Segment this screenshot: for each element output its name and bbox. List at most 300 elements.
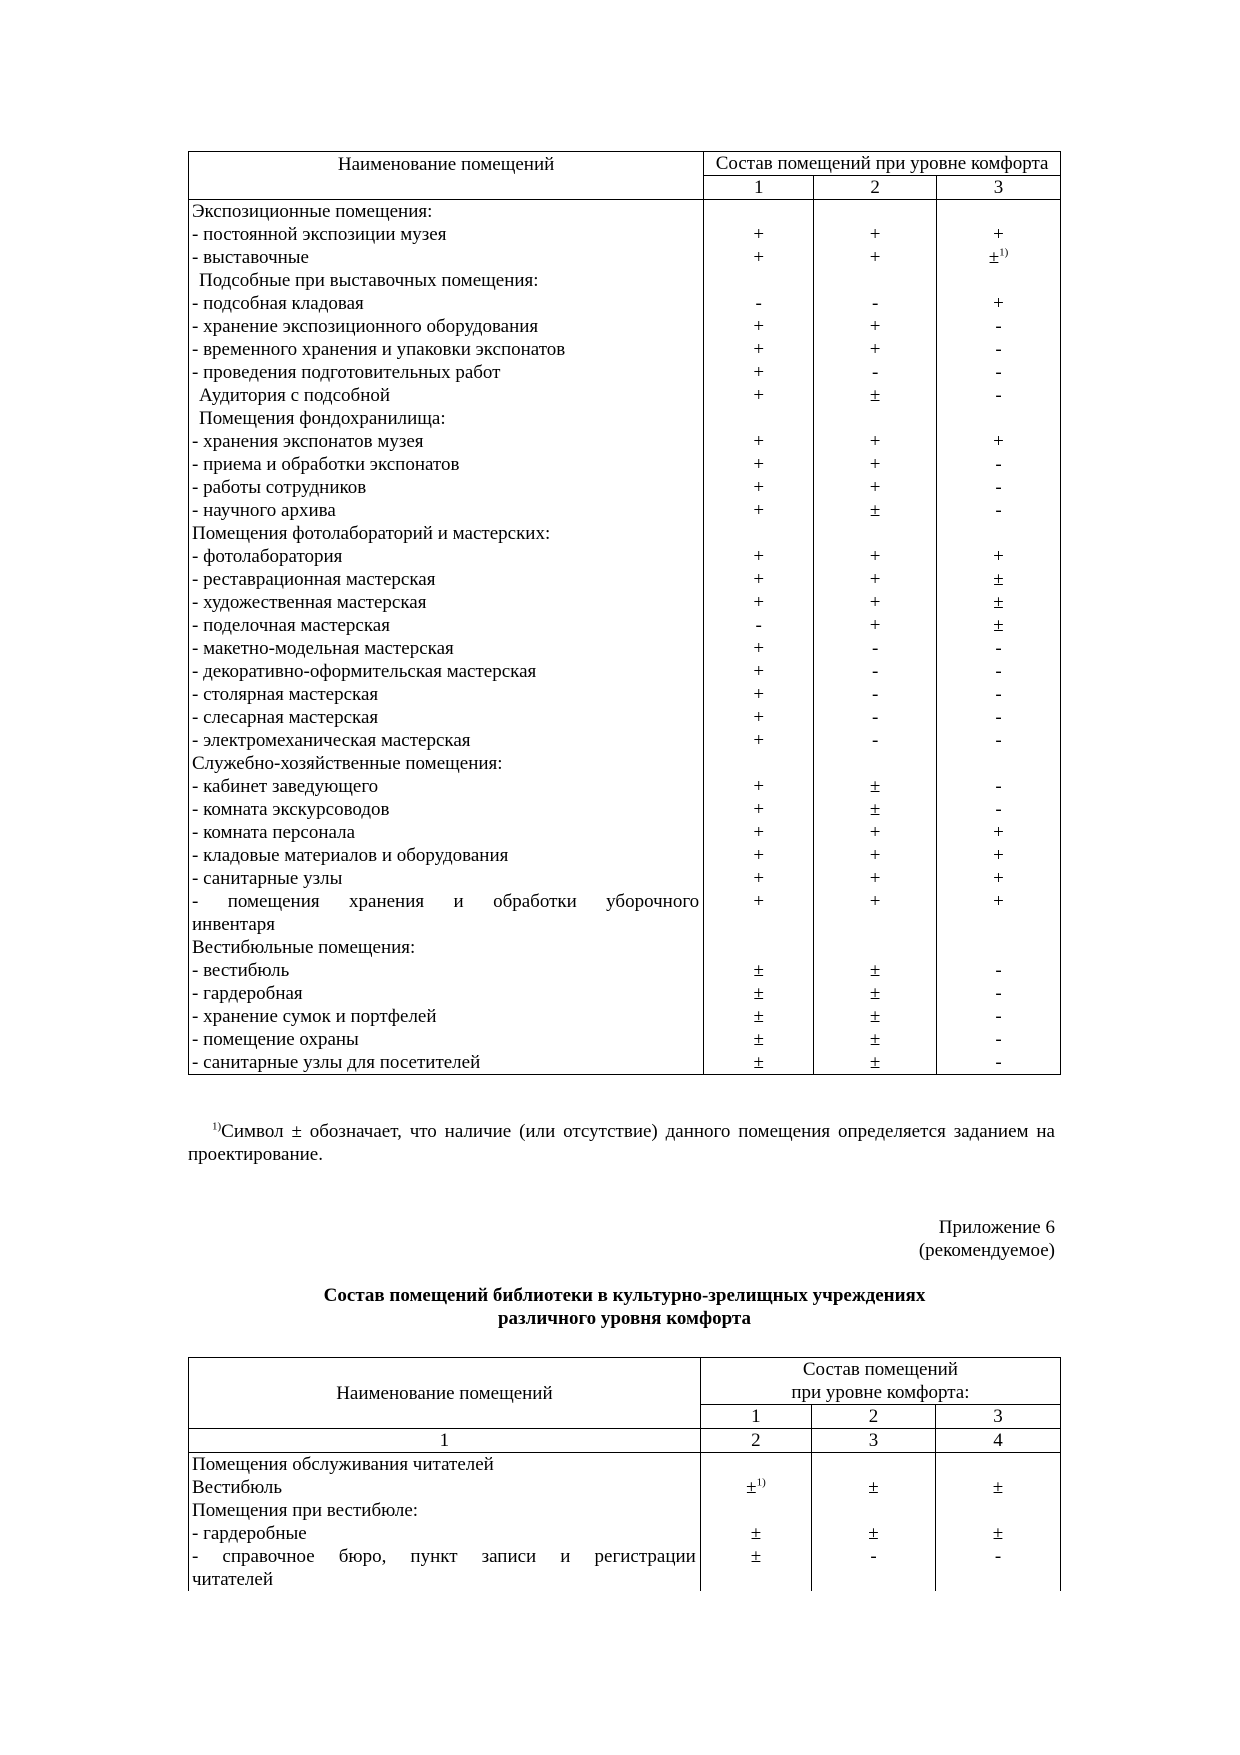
mark-symbol: + xyxy=(869,339,881,360)
mark-symbol: - xyxy=(995,385,1002,406)
mark-symbol: + xyxy=(869,615,881,636)
room-name: - помещение охраны xyxy=(192,1029,359,1050)
level-2-mark xyxy=(812,1476,936,1499)
room-name: - столярная мастерская xyxy=(192,684,379,705)
level-1-mark xyxy=(704,591,814,614)
mark-symbol: - xyxy=(755,615,762,636)
room-name-cell xyxy=(189,1545,701,1591)
header2-comfort-group xyxy=(700,1358,1060,1405)
room-name-cell xyxy=(189,1028,704,1051)
table-row xyxy=(189,361,1061,384)
mark-symbol: - xyxy=(871,362,879,383)
mark-symbol: + xyxy=(993,546,1004,567)
level-1-mark xyxy=(704,890,814,936)
level-3-mark xyxy=(937,729,1061,752)
level-3-mark xyxy=(937,361,1061,384)
level-2-mark xyxy=(814,591,937,614)
level-2-mark xyxy=(814,867,937,890)
room-name-cell xyxy=(189,1005,704,1028)
level-1-mark xyxy=(704,315,814,338)
mark-symbol: - xyxy=(871,707,879,728)
mark-symbol: - xyxy=(995,1052,1002,1073)
room-name-cell xyxy=(189,430,704,453)
mark-symbol: + xyxy=(753,730,765,751)
room-name: - хранение сумок и портфелей xyxy=(192,1006,437,1027)
level-2-mark xyxy=(814,683,937,706)
level-2-mark xyxy=(814,223,937,246)
level-1-mark xyxy=(704,246,814,269)
mark-symbol: ± xyxy=(753,1006,764,1027)
room-name: - справочное бюро, пункт записи и регистрации xyxy=(192,1546,696,1567)
level-2-mark xyxy=(814,706,937,729)
mark-symbol: - xyxy=(995,339,1002,360)
room-name-cell xyxy=(189,752,704,775)
room-name: - художественная мастерская xyxy=(192,592,427,613)
table-row xyxy=(189,292,1061,315)
room-name-cell xyxy=(189,522,704,545)
table-row xyxy=(189,269,1061,292)
section-title-line-2: различного уровня комфорта xyxy=(497,1308,751,1329)
level-2-mark xyxy=(814,729,937,752)
header2-col-number-4: 4 xyxy=(936,1429,1061,1453)
table2-body xyxy=(189,1453,1061,1592)
table1-body xyxy=(189,200,1061,1075)
mark-symbol: + xyxy=(753,339,765,360)
table-row xyxy=(189,959,1061,982)
level-1-mark xyxy=(704,844,814,867)
table-row xyxy=(189,890,1061,936)
rooms-table-library xyxy=(188,1357,1061,1591)
appendix-label xyxy=(919,1216,1055,1262)
room-name-cell xyxy=(189,775,704,798)
table-row xyxy=(189,637,1061,660)
level-3-mark xyxy=(937,798,1061,821)
level-1-mark xyxy=(700,1453,811,1477)
room-name: - кладовые материалов и оборудования xyxy=(192,845,509,866)
level-3-mark xyxy=(937,683,1061,706)
level-3-mark xyxy=(937,200,1061,224)
level-2-mark xyxy=(814,1028,937,1051)
room-name-cell xyxy=(189,614,704,637)
mark-symbol: - xyxy=(995,500,1002,521)
mark-symbol: + xyxy=(753,707,765,728)
level-1-mark xyxy=(704,614,814,637)
room-name-cell xyxy=(189,959,704,982)
level-1-mark xyxy=(704,545,814,568)
room-name: - фотолаборатория xyxy=(192,546,343,567)
mark-symbol: ± xyxy=(753,983,764,1004)
mark-symbol: - xyxy=(995,799,1002,820)
level-3-mark xyxy=(937,867,1061,890)
level-3-mark xyxy=(937,223,1061,246)
table-row xyxy=(189,568,1061,591)
level-1-mark xyxy=(704,430,814,453)
mark-symbol: ± xyxy=(869,500,881,521)
table-row xyxy=(189,798,1061,821)
room-name: - кабинет заведующего xyxy=(192,776,379,797)
room-name-cell xyxy=(189,1476,701,1499)
room-name: - работы сотрудников xyxy=(192,477,367,498)
room-name-cell xyxy=(189,867,704,890)
level-2-mark xyxy=(814,844,937,867)
room-name: - приема и обработки экспонатов xyxy=(192,454,460,475)
mark-symbol: ± xyxy=(869,776,881,797)
table-row xyxy=(189,1522,1061,1545)
room-name-cell xyxy=(189,361,704,384)
header2-level-3: 3 xyxy=(936,1405,1061,1429)
room-name: - проведения подготовительных работ xyxy=(192,362,501,383)
header2-col-number-2: 2 xyxy=(700,1429,811,1453)
level-1-mark xyxy=(704,798,814,821)
level-2-mark xyxy=(814,798,937,821)
level-3-mark xyxy=(936,1499,1061,1522)
level-2-mark xyxy=(814,522,937,545)
mark-symbol: - xyxy=(995,477,1002,498)
room-name: - постоянной экспозиции музея xyxy=(192,224,447,245)
room-name: Вестибюль xyxy=(192,1477,283,1498)
table-row xyxy=(189,522,1061,545)
header-level-1: 1 xyxy=(704,176,814,200)
table-row xyxy=(189,384,1061,407)
room-name-cell xyxy=(189,798,704,821)
level-2-mark xyxy=(814,568,937,591)
table-row xyxy=(189,1476,1061,1499)
level-3-mark xyxy=(937,752,1061,775)
level-3-mark xyxy=(936,1453,1061,1477)
table-row xyxy=(189,1499,1061,1522)
mark-symbol: - xyxy=(995,316,1002,337)
table-row xyxy=(189,223,1061,246)
level-1-mark xyxy=(704,338,814,361)
level-1-mark xyxy=(704,867,814,890)
mark-symbol: + xyxy=(753,845,765,866)
level-1-mark xyxy=(704,729,814,752)
level-2-mark xyxy=(812,1522,936,1545)
mark-symbol: - xyxy=(871,730,879,751)
footnote-text: Символ ± обозначает, что наличие (или отсутствие) данного помещения определяется заданием на проектирование. xyxy=(188,1121,1055,1165)
level-1-mark xyxy=(704,223,814,246)
mark-symbol: ± xyxy=(869,983,881,1004)
level-1-mark xyxy=(704,706,814,729)
room-name-cell xyxy=(189,982,704,1005)
level-3-mark xyxy=(937,844,1061,867)
level-1-mark xyxy=(704,499,814,522)
room-name-cell xyxy=(189,338,704,361)
mark-symbol: - xyxy=(995,362,1002,383)
mark-symbol: - xyxy=(995,730,1002,751)
level-1-mark xyxy=(704,1051,814,1075)
mark-symbol: + xyxy=(993,224,1004,245)
table-row xyxy=(189,1028,1061,1051)
mark-symbol: ± xyxy=(750,1546,762,1567)
level-2-mark xyxy=(814,499,937,522)
level-1-mark xyxy=(704,476,814,499)
level-2-mark xyxy=(814,453,937,476)
room-name: - декоративно-оформительская мастерская xyxy=(192,661,537,682)
mark-symbol: + xyxy=(753,362,765,383)
mark-symbol: ± xyxy=(869,1006,881,1027)
room-name-cell xyxy=(189,1453,701,1477)
room-name-cell xyxy=(189,476,704,499)
mark-symbol: ± xyxy=(993,569,1004,590)
appendix-number: Приложение 6 xyxy=(938,1217,1055,1238)
appendix-type: (рекомендуемое) xyxy=(918,1240,1055,1261)
mark-symbol: ± xyxy=(869,1029,881,1050)
room-name: Помещения фотолабораторий и мастерских: xyxy=(192,523,551,544)
level-1-mark xyxy=(704,407,814,430)
mark-symbol: + xyxy=(993,431,1004,452)
header-level-3: 3 xyxy=(937,176,1061,200)
mark-symbol: ± xyxy=(993,592,1004,613)
mark-symbol: - xyxy=(871,684,879,705)
mark-symbol: + xyxy=(753,224,765,245)
table-row xyxy=(189,338,1061,361)
mark-symbol: ± xyxy=(869,960,881,981)
room-name-cell xyxy=(189,683,704,706)
header2-level-1: 1 xyxy=(700,1405,811,1429)
level-1-mark xyxy=(704,384,814,407)
level-1-mark xyxy=(704,200,814,224)
mark-symbol: + xyxy=(869,845,881,866)
mark-symbol: + xyxy=(869,224,881,245)
room-name: - помещения хранения и обработки уборочного xyxy=(192,891,700,912)
mark-symbol: + xyxy=(753,569,765,590)
level-2-mark xyxy=(812,1545,936,1591)
level-2-mark xyxy=(814,407,937,430)
level-1-mark xyxy=(704,1005,814,1028)
room-name: - вестибюль xyxy=(192,960,290,981)
mark-symbol: + xyxy=(753,385,765,406)
mark-symbol: ± xyxy=(988,247,1000,268)
room-name-cell xyxy=(189,821,704,844)
table-row xyxy=(189,315,1061,338)
level-2-mark xyxy=(814,821,937,844)
room-name-cell xyxy=(189,200,704,224)
level-3-mark xyxy=(937,315,1061,338)
level-2-mark xyxy=(814,614,937,637)
level-3-mark xyxy=(937,821,1061,844)
mark-symbol: + xyxy=(993,891,1004,912)
mark-symbol: - xyxy=(995,983,1002,1004)
room-name-cell xyxy=(189,453,704,476)
footnote-ref: 1) xyxy=(756,1476,766,1489)
header-room-name: Наименование помещений xyxy=(189,152,704,200)
room-name-cell xyxy=(189,1051,704,1075)
room-name: Экспозиционные помещения: xyxy=(192,201,433,222)
level-1-mark xyxy=(704,361,814,384)
footnote-ref: 1) xyxy=(999,246,1009,259)
header-comfort-group: Состав помещений при уровне комфорта xyxy=(704,152,1061,176)
level-2-mark xyxy=(814,660,937,683)
mark-symbol: + xyxy=(753,776,765,797)
room-name-cell xyxy=(189,223,704,246)
level-2-mark xyxy=(814,315,937,338)
table-row xyxy=(189,1051,1061,1075)
table-row xyxy=(189,936,1061,959)
footnote xyxy=(188,1120,1055,1166)
level-2-mark xyxy=(814,430,937,453)
level-3-mark xyxy=(937,1028,1061,1051)
mark-symbol: + xyxy=(993,845,1004,866)
room-name-cell xyxy=(189,407,704,430)
mark-symbol: - xyxy=(755,293,762,314)
mark-symbol: - xyxy=(994,1546,1002,1567)
mark-symbol: + xyxy=(869,247,881,268)
table-row xyxy=(189,1005,1061,1028)
level-3-mark xyxy=(937,499,1061,522)
room-name: Вестибюльные помещения: xyxy=(192,937,416,958)
room-name: Помещения при вестибюле: xyxy=(192,1500,419,1521)
footnote-marker: 1) xyxy=(212,1120,222,1133)
room-name: Подсобные при выставочных помещения: xyxy=(199,270,539,291)
table-row xyxy=(189,200,1061,224)
room-name: - санитарные узлы xyxy=(192,868,343,889)
level-3-mark xyxy=(937,476,1061,499)
table-row xyxy=(189,591,1061,614)
room-name-continued: читателей xyxy=(192,1569,274,1590)
level-2-mark xyxy=(814,545,937,568)
room-name-cell xyxy=(189,660,704,683)
mark-symbol: - xyxy=(871,293,879,314)
mark-symbol: + xyxy=(753,661,765,682)
level-1-mark xyxy=(704,683,814,706)
level-3-mark xyxy=(937,614,1061,637)
mark-symbol: ± xyxy=(869,799,881,820)
room-name: Аудитория с подсобной xyxy=(199,385,391,406)
mark-symbol: + xyxy=(869,868,881,889)
level-3-mark xyxy=(937,338,1061,361)
mark-symbol: + xyxy=(869,592,881,613)
mark-symbol: ± xyxy=(869,385,881,406)
room-name-cell xyxy=(189,1522,701,1545)
header2-room-name: Наименование помещений xyxy=(189,1358,701,1429)
level-2-mark xyxy=(814,982,937,1005)
level-2-mark xyxy=(814,1005,937,1028)
room-name: Помещения фондохранилища: xyxy=(199,408,446,429)
room-name: - гардеробные xyxy=(192,1523,307,1544)
room-name-cell xyxy=(189,637,704,660)
level-2-mark xyxy=(814,959,937,982)
mark-symbol: - xyxy=(995,776,1002,797)
table-row xyxy=(189,775,1061,798)
level-3-mark xyxy=(937,982,1061,1005)
level-3-mark xyxy=(937,430,1061,453)
level-1-mark xyxy=(700,1522,811,1545)
mark-symbol: + xyxy=(753,454,765,475)
level-2-mark xyxy=(814,936,937,959)
level-2-mark xyxy=(814,476,937,499)
level-2-mark xyxy=(812,1453,936,1477)
table-row xyxy=(189,453,1061,476)
mark-symbol: + xyxy=(753,546,765,567)
mark-symbol: ± xyxy=(746,1477,757,1498)
mark-symbol: + xyxy=(869,431,881,452)
room-name-cell xyxy=(189,591,704,614)
level-3-mark xyxy=(937,591,1061,614)
table-row xyxy=(189,430,1061,453)
table-row xyxy=(189,614,1061,637)
room-name: - реставрационная мастерская xyxy=(192,569,436,590)
room-name: - подсобная кладовая xyxy=(192,293,364,314)
mark-symbol: + xyxy=(993,822,1004,843)
mark-symbol: + xyxy=(869,454,881,475)
level-2-mark xyxy=(814,775,937,798)
room-name: - комната персонала xyxy=(192,822,356,843)
level-3-mark xyxy=(937,545,1061,568)
level-2-mark xyxy=(814,752,937,775)
table-row xyxy=(189,545,1061,568)
level-2-mark xyxy=(814,200,937,224)
mark-symbol: + xyxy=(753,431,765,452)
table-row xyxy=(189,246,1061,269)
room-name: - комната экскурсоводов xyxy=(192,799,390,820)
mark-symbol: + xyxy=(753,316,765,337)
level-1-mark xyxy=(704,660,814,683)
room-name: - санитарные узлы для посетителей xyxy=(192,1052,481,1073)
header2-group-line-2: при уровне комфорта: xyxy=(791,1382,970,1403)
room-name: - временного хранения и упаковки экспонатов xyxy=(192,339,566,360)
room-name-cell xyxy=(189,315,704,338)
mark-symbol: ± xyxy=(753,960,764,981)
mark-symbol: ± xyxy=(868,1523,879,1544)
level-2-mark xyxy=(814,1051,937,1075)
table-row xyxy=(189,499,1061,522)
level-3-mark xyxy=(937,637,1061,660)
header-level-2: 2 xyxy=(814,176,937,200)
mark-symbol: - xyxy=(995,960,1002,981)
mark-symbol: - xyxy=(995,1029,1002,1050)
table-row xyxy=(189,1453,1061,1477)
room-name-cell xyxy=(189,384,704,407)
mark-symbol: + xyxy=(869,546,881,567)
level-1-mark xyxy=(704,821,814,844)
level-1-mark xyxy=(704,269,814,292)
room-name-cell xyxy=(189,1499,701,1522)
level-1-mark xyxy=(704,292,814,315)
level-1-mark xyxy=(704,637,814,660)
header2-level-2: 2 xyxy=(812,1405,936,1429)
level-1-mark xyxy=(704,936,814,959)
room-name-cell xyxy=(189,568,704,591)
level-2-mark xyxy=(814,292,937,315)
level-1-mark xyxy=(704,1028,814,1051)
room-name-cell xyxy=(189,844,704,867)
mark-symbol: - xyxy=(870,1546,877,1567)
mark-symbol: + xyxy=(753,477,765,498)
level-2-mark xyxy=(814,361,937,384)
mark-symbol: - xyxy=(871,638,879,659)
mark-symbol: - xyxy=(871,661,879,682)
room-name: - поделочная мастерская xyxy=(192,615,390,636)
table-row xyxy=(189,752,1061,775)
level-2-mark xyxy=(812,1499,936,1522)
room-name-cell xyxy=(189,545,704,568)
level-1-mark xyxy=(704,453,814,476)
room-name: - гардеробная xyxy=(192,983,303,1004)
mark-symbol: ± xyxy=(753,1052,764,1073)
room-name: - слесарная мастерская xyxy=(192,707,379,728)
mark-symbol: + xyxy=(869,822,881,843)
mark-symbol: + xyxy=(753,500,765,521)
mark-symbol: + xyxy=(753,638,765,659)
mark-symbol: + xyxy=(753,247,765,268)
room-name: - научного архива xyxy=(192,500,336,521)
level-3-mark xyxy=(937,568,1061,591)
mark-symbol: + xyxy=(753,684,765,705)
level-3-mark xyxy=(937,706,1061,729)
room-name: Помещения обслуживания читателей xyxy=(192,1454,494,1475)
table-row xyxy=(189,844,1061,867)
